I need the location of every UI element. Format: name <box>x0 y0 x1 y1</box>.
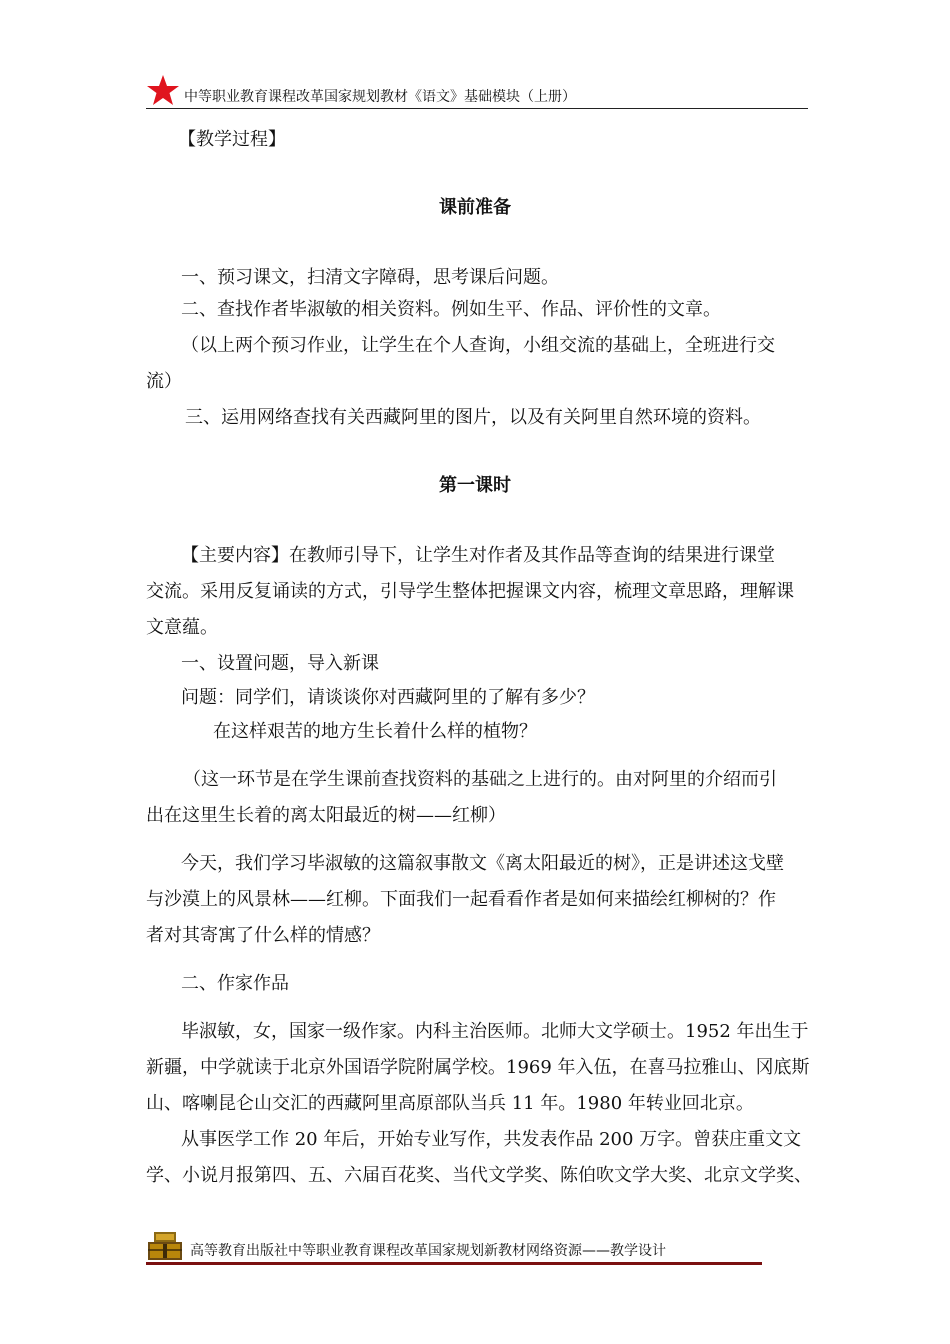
prep-item-1: 一、预习课文，扫清文字障碍，思考课后问题。 <box>181 267 559 288</box>
intro-line-1: 今天，我们学习毕淑敏的这篇叙事散文《离太阳最近的树》，正是讲述这戈壁 <box>181 853 784 874</box>
footer-text: 高等教育出版社中等职业教育课程改革国家规划新教材网络资源——教学设计 <box>190 1243 666 1259</box>
intro-line-3: 者对其寄寓了什么样的情感？ <box>146 925 380 946</box>
red-star-icon <box>146 74 180 106</box>
question-2: 在这样艰苦的地方生长着什么样的植物？ <box>213 721 537 742</box>
step-1-heading: 一、设置问题，导入新课 <box>181 653 379 674</box>
prep-item-3: 三、运用网络查找有关西藏阿里的图片，以及有关阿里自然环境的资料。 <box>185 407 761 428</box>
header-title: 中等职业教育课程改革国家规划教材《语文》基础模块（上册） <box>184 89 576 105</box>
page-header <box>146 72 808 108</box>
header-divider <box>146 108 808 109</box>
step-1-note-line-2: 出在这里生长着的离太阳最近的树——红柳） <box>146 805 506 826</box>
publisher-logo-icon <box>146 1228 184 1262</box>
prep-item-2: 二、查找作者毕淑敏的相关资料。例如生平、作品、评价性的文章。 <box>181 299 721 320</box>
heading-prep: 课前准备 <box>439 197 511 218</box>
bio-line-2: 新疆，中学就读于北京外国语学院附属学校。1969 年入伍，在喜马拉雅山、冈底斯 <box>146 1057 810 1078</box>
page-footer <box>146 1228 762 1268</box>
main-content-line-2: 交流。采用反复诵读的方式，引导学生整体把握课文内容，梳理文章思路，理解课 <box>146 581 794 602</box>
step-1-note-line-1: （这一环节是在学生课前查找资料的基础之上进行的。由对阿里的介绍而引 <box>183 769 777 790</box>
intro-line-2: 与沙漠上的风景林——红柳。下面我们一起看看作者是如何来描绘红柳树的？作 <box>146 889 776 910</box>
question-1: 问题：同学们，请谈谈你对西藏阿里的了解有多少？ <box>181 687 595 708</box>
prep-note-line-2: 流） <box>146 371 182 392</box>
footer-divider <box>146 1262 762 1265</box>
work-line-1: 从事医学工作 20 年后，开始专业写作，共发表作品 200 万字。曾获庄重文文 <box>181 1129 802 1150</box>
main-content-line-1: 【主要内容】在教师引导下，让学生对作者及其作品等查询的结果进行课堂 <box>181 545 775 566</box>
bio-line-1: 毕淑敏，女，国家一级作家。内科主治医师。北师大文学硕士。1952 年出生于 <box>181 1021 809 1042</box>
work-line-2: 学、小说月报第四、五、六届百花奖、当代文学奖、陈伯吹文学大奖、北京文学奖、 <box>146 1165 812 1186</box>
main-content-line-3: 文意蕴。 <box>146 617 218 638</box>
section-label: 【教学过程】 <box>178 129 286 150</box>
step-2-heading: 二、作家作品 <box>181 973 289 994</box>
prep-note-line-1: （以上两个预习作业，让学生在个人查询，小组交流的基础上，全班进行交 <box>181 335 775 356</box>
heading-lesson-1: 第一课时 <box>439 475 511 496</box>
bio-line-3: 山、喀喇昆仑山交汇的西藏阿里高原部队当兵 11 年。1980 年转业回北京。 <box>146 1093 754 1114</box>
